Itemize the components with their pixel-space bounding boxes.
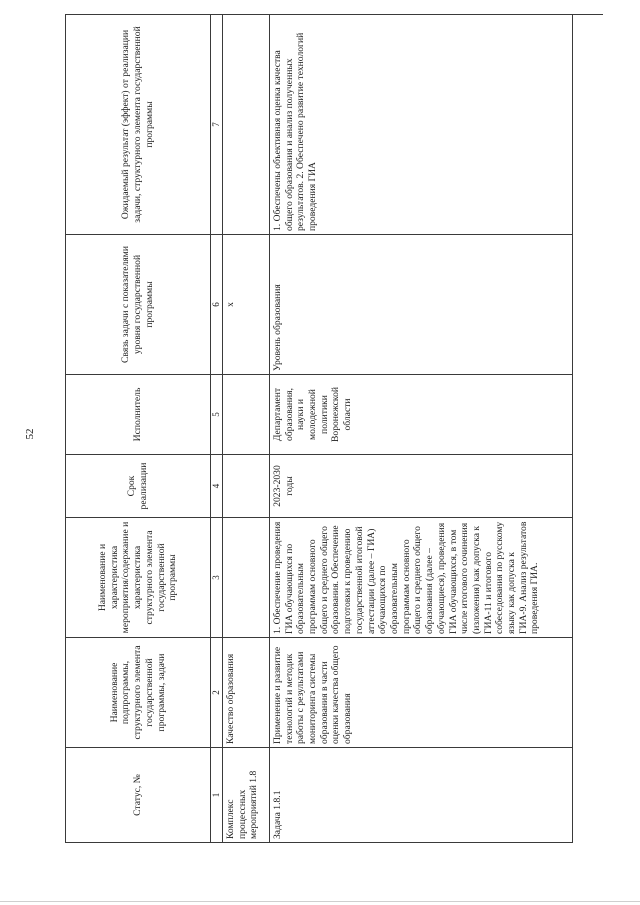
header-row: [66, 15, 211, 843]
complex-link-cell: х: [222, 235, 269, 375]
rotated-table-container: [65, 15, 603, 843]
complex-row: [222, 15, 269, 843]
program-table: [65, 15, 573, 843]
header-cell-period: Срок реализации: [66, 455, 211, 518]
column-number: 2: [211, 638, 223, 748]
rotated-table: [65, 15, 603, 843]
task-measure-cell: 1. Обеспечение проведения ГИА обучающихся по образовательным программам основного общего и среднего общего образования. Обеспечение подготовки к проведению государственной итоговой аттестации (далее – ГИА) обучающихся по образовательным программам основного общего и среднего общего образования (далее – обучающиеся), проведения ГИА обучающихся, в том числе итогового сочинения (изложения) как допуска к ГИА-11 и итогового собеседования по русскому языку как допуска к ГИА-9. Анализ результатов проведения ГИА.: [269, 518, 572, 638]
complex-measure-cell: [222, 518, 269, 638]
column-number: 3: [211, 518, 223, 638]
task-row: [269, 15, 572, 843]
task-status-cell: Задача 1.8.1: [269, 748, 572, 843]
task-link-cell: Уровень образования: [269, 235, 572, 375]
column-number: 4: [211, 455, 223, 518]
column-number: 7: [211, 15, 223, 235]
task-result-cell: 1. Обеспечены объективная оценка качества общего образования и анализ полученных результатов. 2. Обеспечено развитие технологий проведения ГИА: [269, 15, 572, 235]
complex-status-cell: Комплекс процессных мероприятий 1.8: [222, 748, 269, 843]
task-executor-cell: Департамент образования, науки и молодежной политики Воронежской области: [269, 375, 572, 455]
column-number: 5: [211, 375, 223, 455]
complex-executor-cell: [222, 375, 269, 455]
page-number: 52: [24, 428, 36, 440]
task-period-cell: 2023-2030 годы: [269, 455, 572, 518]
header-cell-executor: Исполнитель: [66, 375, 211, 455]
page-bottom-rule: [0, 901, 640, 902]
header-cell-measure: Наименование и характеристика мероприятия/содержание и характеристика структурного элемента государственной программы: [66, 518, 211, 638]
column-number: 1: [211, 748, 223, 843]
complex-name-cell: Качество образования: [222, 638, 269, 748]
header-cell-name: Наименование подпрограммы, структурного элемента государственной программы, задачи: [66, 638, 211, 748]
complex-period-cell: [222, 455, 269, 518]
header-cell-link: Связь задачи с показателями уровня государственной программы: [66, 235, 211, 375]
complex-result-cell: [222, 15, 269, 235]
header-cell-status: Статус, №: [66, 748, 211, 843]
header-cell-result: Ожидаемый результат (эффект) от реализации задачи, структурного элемента государственной программы: [66, 15, 211, 235]
column-number: 6: [211, 235, 223, 375]
column-number-row: [211, 15, 223, 843]
task-name-cell: Применение и развитие технологий и методик работы с результатами мониторинга системы образования в части оценки качества общего образования: [269, 638, 572, 748]
